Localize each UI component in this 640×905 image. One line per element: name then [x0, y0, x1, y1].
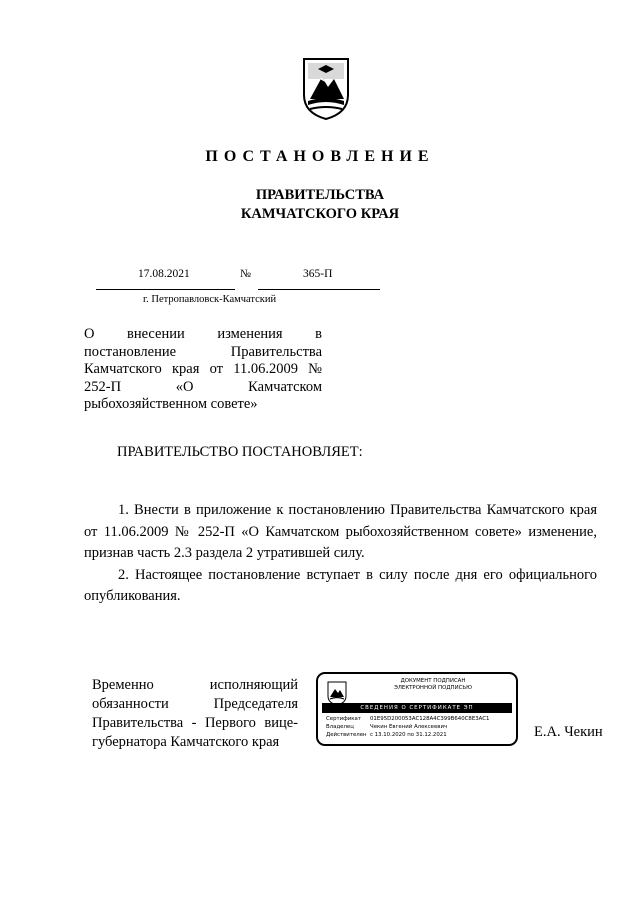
paragraph-1: 1. Внести в приложение к постановлению Правительства Камчатского края от 11.06.2009 № 252-П «О Камчатском рыбохозяйственном совете» изменение, признав часть 2.3 раздела 2 утратившей силу.: [84, 502, 597, 561]
issuer-line-1: ПРАВИТЕЛЬСТВА: [255, 187, 385, 203]
stamp-cert-value: 01E95D200053AC128A4C399B640C8E3AC1: [370, 716, 490, 722]
date-underline: [96, 289, 235, 290]
document-number: 365-П: [303, 268, 333, 280]
stamp-header: [358, 678, 508, 692]
stamp-owner-label: Владелец: [326, 724, 354, 730]
stamp-row-valid: [326, 732, 447, 739]
document-body: [84, 500, 597, 608]
document-place: г. Петропавловск-Камчатский: [143, 294, 277, 305]
stamp-valid-value: с 13.10.2020 по 31.12.2021: [370, 732, 447, 738]
stamp-valid-label: Действителен: [326, 732, 367, 738]
stamp-cert-bar: СВЕДЕНИЯ О СЕРТИФИКАТЕ ЭП: [322, 703, 512, 713]
issuer-line-2: КАМЧАТСКОГО КРАЯ: [240, 206, 400, 222]
stamp-row-cert: [326, 716, 489, 723]
number-underline: [258, 289, 380, 290]
e-signature-stamp: [316, 672, 518, 746]
stamp-cert-label: Сертификат: [326, 716, 361, 722]
resolves-heading: ПРАВИТЕЛЬСТВО ПОСТАНОВЛЯЕТ:: [117, 444, 363, 460]
stamp-owner-value: Чекин Евгений Алексеевич: [370, 724, 448, 730]
document-title: ПОСТАНОВЛЕНИЕ: [205, 148, 435, 165]
paragraph-2: 2. Настоящее постановление вступает в силу после дня его официального опубликования.: [84, 566, 597, 604]
number-sign: №: [240, 268, 251, 280]
stamp-line-1: ДОКУМЕНТ ПОДПИСАН: [400, 678, 466, 684]
emblem-icon: [300, 55, 352, 121]
stamp-row-owner: [326, 724, 447, 731]
document-date: 17.08.2021: [138, 268, 190, 280]
issuer: [0, 186, 640, 224]
signer-position: Временно исполняющий обязанности Председателя Правительства - Первого вице-губернатора Камчатского края: [92, 677, 298, 750]
signer-name: Е.А. Чекин: [534, 724, 603, 740]
stamp-line-2: ЭЛЕКТРОННОЙ ПОДПИСЬЮ: [394, 685, 472, 691]
document-subject: О внесении изменения в постановление Правительства Камчатского края от 11.06.2009 № 252-П «О Камчатском рыбохозяйственном совете»: [84, 326, 322, 412]
